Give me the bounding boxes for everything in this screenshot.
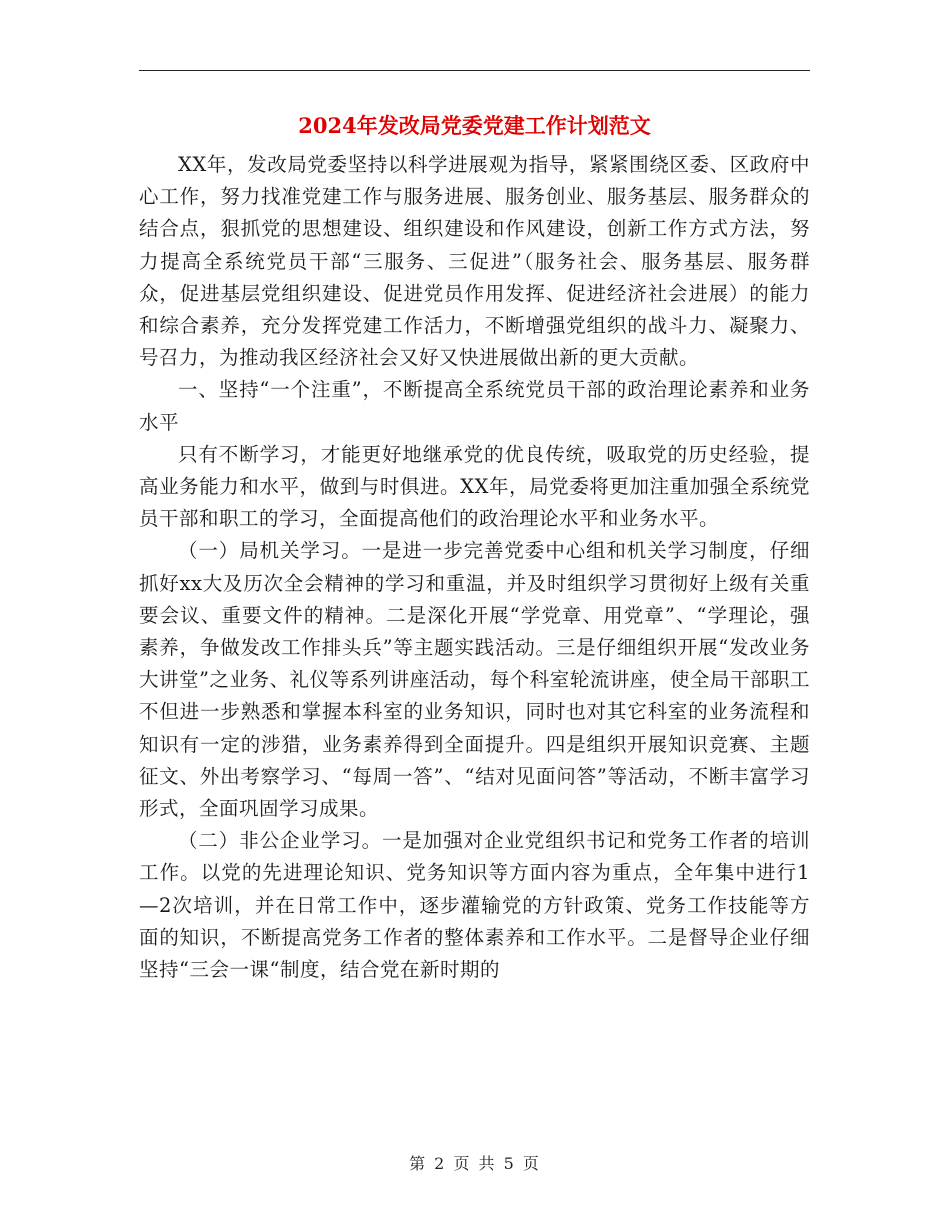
page-number: 第 2 页 共 5 页: [409, 1154, 541, 1173]
header-rule: [139, 70, 810, 71]
paragraph-section-heading: 一、坚持“一个注重”，不断提高全系统党员干部的政治理论素养和业务水平: [139, 378, 810, 434]
paragraph-study-overview: 只有不断学习，才能更好地继承党的优良传统，吸取党的历史经验，提高业务能力和水平，做到与时俱进。XX年，局党委将更加注重加强全系统党员干部和职工的学习，全面提高他们的政治理论水平和业务水平。: [139, 442, 810, 531]
paragraph-bureau-study: （一）局机关学习。一是进一步完善党委中心组和机关学习制度，仔细抓好xx大及历次全会精神的学习和重温，并及时组织学习贯彻好上级有关重要会议、重要文件的精神。二是深化开展“学党章、用党章”、“学理论，强素养，争做发改工作排头兵”等主题实践活动。三是仔细组织开展“发改业务大讲堂”之业务、礼仪等系列讲座活动，每个科室轮流讲座，使全局干部职工不但进一步熟悉和掌握本科室的业务知识，同时也对其它科室的业务流程和知识有一定的涉猎，业务素养得到全面提升。四是组织开展知识竞赛、主题征文、外出考察学习、“每周一答”、“结对见面问答”等活动，不断丰富学习形式，全面巩固学习成果。: [139, 539, 810, 821]
paragraph-intro: XX年，发改局党委坚持以科学进展观为指导，紧紧围绕区委、区政府中心工作，努力找准党建工作与服务进展、服务创业、服务基层、服务群众的结合点，狠抓党的思想建设、组织建设和作风建设，创新工作方式方法，努力提高全系统党员干部“三服务、三促进”（服务社会、服务基层、服务群众，促进基层党组织建设、促进党员作用发挥、促进经济社会进展）的能力和综合素养，充分发挥党建工作活力，不断增强党组织的战斗力、凝聚力、号召力，为推动我区经济社会又好又快进展做出新的更大贡献。: [139, 153, 810, 370]
paragraph-enterprise-study: （二）非公企业学习。一是加强对企业党组织书记和党务工作者的培训工作。以党的先进理论知识、党务知识等方面内容为重点，全年集中进行1—2次培训，并在日常工作中，逐步灌输党的方针政策、党务工作技能等方面的知识，不断提高党务工作者的整体素养和工作水平。二是督导企业仔细坚持“三会一课“制度，结合党在新时期的: [139, 829, 810, 982]
document-body: [139, 149, 810, 986]
document-title: 2024年发改局党委党建工作计划范文: [298, 113, 651, 138]
